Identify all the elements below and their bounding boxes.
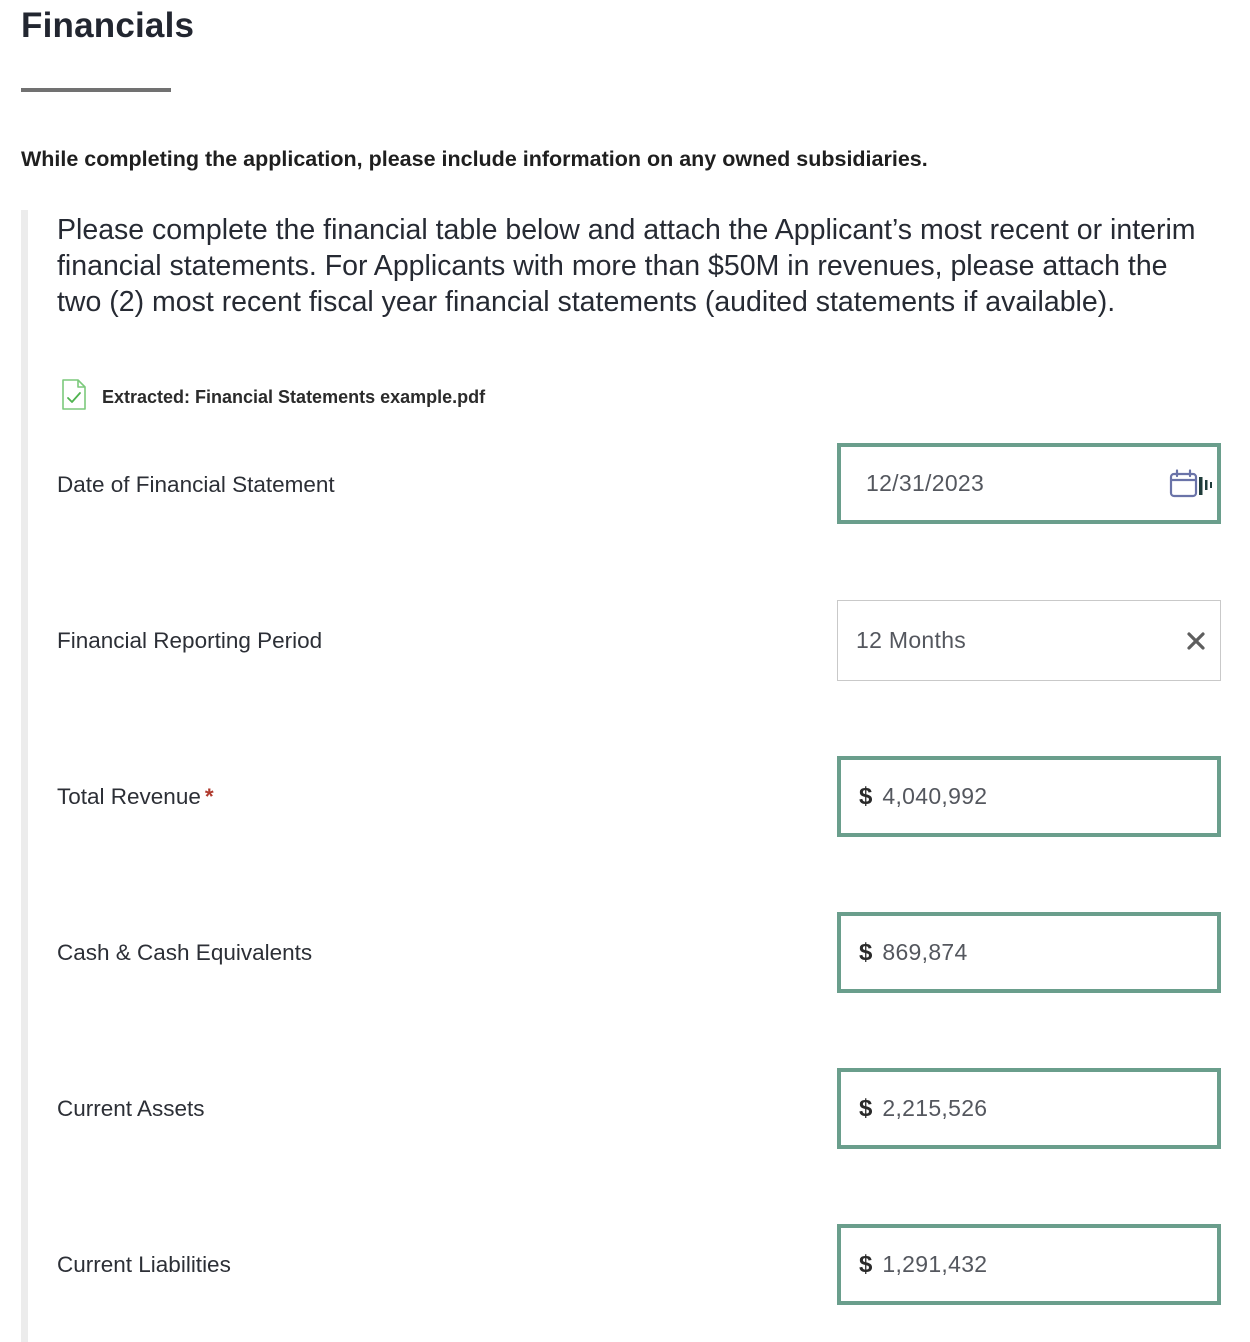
reporting-period-label: Financial Reporting Period xyxy=(57,628,323,653)
reporting-period-select[interactable] xyxy=(837,600,1221,681)
current-liabilities-input[interactable] xyxy=(837,1224,1221,1305)
total-revenue-label xyxy=(57,784,214,810)
current-assets-label: Current Assets xyxy=(57,1096,205,1121)
current-liabilities-label: Current Liabilities xyxy=(57,1252,231,1277)
currency-sign: $ xyxy=(859,1250,873,1278)
title-underline xyxy=(21,88,171,92)
current-liabilities-value[interactable]: 1,291,432 xyxy=(882,1251,988,1277)
current-assets-input[interactable] xyxy=(837,1068,1221,1149)
total-revenue-input[interactable] xyxy=(837,756,1221,837)
cash-input[interactable] xyxy=(837,912,1221,993)
total-revenue-value[interactable]: 4,040,992 xyxy=(882,783,988,809)
current-assets-value[interactable]: 2,215,526 xyxy=(882,1095,988,1121)
cash-label: Cash & Cash Equivalents xyxy=(57,940,313,965)
attachment-link[interactable] xyxy=(61,378,485,416)
attachment-filename[interactable]: Extracted: Financial Statements example.pdf xyxy=(102,386,486,407)
reporting-period-value: 12 Months xyxy=(856,627,967,653)
instructions-text: Please complete the financial table below and attach the Applicant’s most recent or interim financial statements. For Applicants with more than $50M in revenues, please attach the two (2) most recent fiscal year financial statements (audited statements if available). xyxy=(57,214,1196,318)
document-check-icon xyxy=(61,378,87,416)
calendar-icon[interactable] xyxy=(1169,469,1213,504)
statement-date-label: Date of Financial Statement xyxy=(57,472,335,497)
page-title: Financials xyxy=(21,6,195,45)
financial-table-section xyxy=(21,210,1250,1342)
statement-date-input[interactable] xyxy=(837,443,1221,524)
total-revenue-label-text: Total Revenue xyxy=(57,784,201,809)
subsidiaries-note: While completing the application, please include information on any owned subsidiaries. xyxy=(21,147,928,171)
required-marker: * xyxy=(204,784,214,809)
currency-sign: $ xyxy=(859,1094,873,1122)
clear-icon[interactable] xyxy=(1186,631,1206,656)
currency-sign: $ xyxy=(859,782,873,810)
statement-date-value[interactable]: 12/31/2023 xyxy=(866,470,985,496)
cash-value[interactable]: 869,874 xyxy=(882,939,968,965)
currency-sign: $ xyxy=(859,938,873,966)
